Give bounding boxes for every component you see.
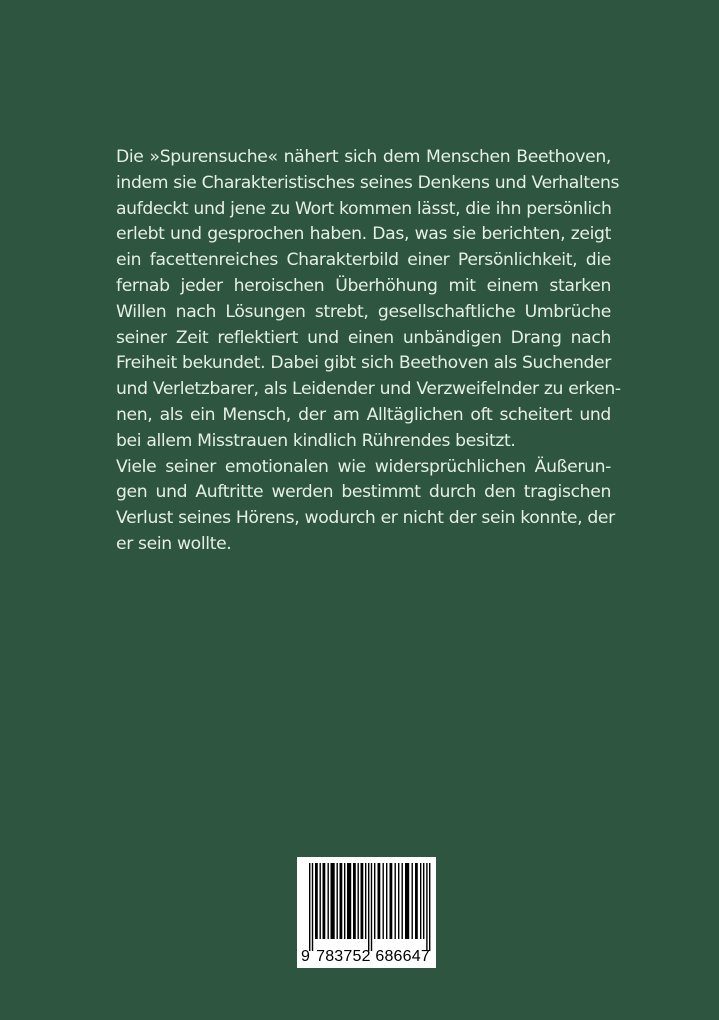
blurb-line: ein facettenreiches Charakterbild einer Persönlichkeit, die [116,250,611,271]
isbn-barcode [297,857,436,968]
isbn-digits: 783752 686647 [316,948,430,965]
blurb-line: fernab jeder heroischen Überhöhung mit einem starken [116,275,611,296]
blurb-line: Freiheit bekundet. Dabei gibt sich Beethoven als Suchender [116,353,611,374]
blurb-line: erlebt und gesprochen haben. Das, was sie berichten, zeigt [116,224,611,245]
isbn-lead-digit: 9 [301,948,311,965]
blurb-line: seiner Zeit reflektiert und einen unbändigen Drang nach [116,327,611,348]
isbn-number [301,949,434,965]
blurb-line: Willen nach Lösungen strebt, gesellschaftliche Umbrüche [116,301,611,322]
blurb-line: Die »Spurensuche« nähert sich dem Menschen Beethoven, [116,147,611,167]
blurb-line: indem sie Charakteristisches seines Denkens und Verhaltens [116,172,620,193]
blurb-line: Viele seiner emotionalen wie widersprüchlichen Äußerun- [116,456,611,477]
blurb-line: und Verletzbarer, als Leidender und Verzweifelnder zu erken- [116,379,621,400]
blurb-line: gen und Auftritte werden bestimmt durch den tragischen [116,482,611,503]
blurb-line: bei allem Misstrauen kindlich Rührendes besitzt. [116,430,516,451]
barcode-bars-icon [309,863,431,951]
blurb-text [116,145,621,558]
blurb-line: er sein wollte. [116,533,232,554]
blurb-line: nen, als ein Mensch, der am Alltäglichen oft scheitert und [116,404,611,425]
blurb-line: aufdeckt und jene zu Wort kommen lässt, die ihn persönlich [116,198,612,219]
blurb-line: Verlust seines Hörens, wodurch er nicht der sein konnte, der [116,508,615,529]
